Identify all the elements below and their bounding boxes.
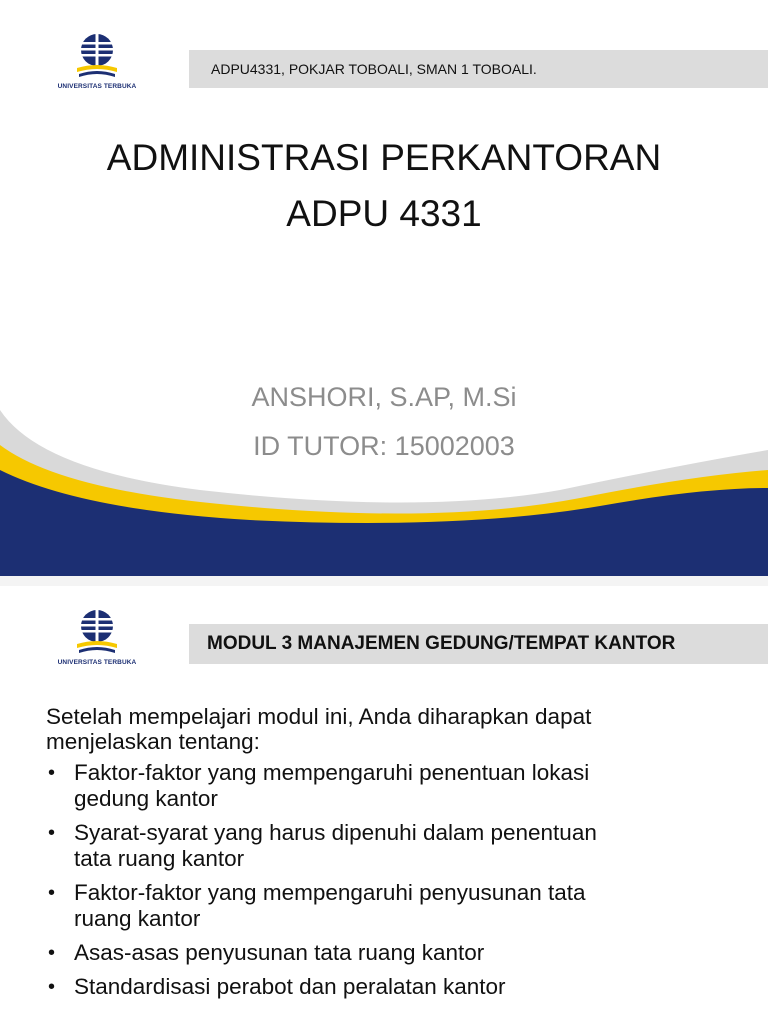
tutor-id: ID TUTOR: 15002003	[253, 431, 515, 461]
list-item-line1: Asas-asas penyusunan tata ruang kantor	[74, 940, 485, 965]
list-item-line1: Standardisasi perabot dan peralatan kantor	[74, 974, 506, 999]
bullet-dot: •	[48, 942, 56, 964]
university-logo	[52, 32, 142, 90]
intro-text	[46, 704, 736, 754]
bullet-dot: •	[48, 882, 56, 904]
header-bar	[189, 50, 768, 88]
author-name: ANSHORI, S.AP, M.Si	[251, 382, 517, 412]
logo-text: UNIVERSITAS TERBUKA	[57, 83, 137, 90]
bullet-dot: •	[48, 822, 56, 844]
intro-line2: menjelaskan tentang:	[46, 729, 260, 754]
globe-book-icon	[73, 32, 121, 82]
list-item	[46, 940, 736, 966]
intro-line1: Setelah mempelajari modul ini, Anda diharapkan dapat	[46, 704, 592, 729]
objectives-list	[46, 760, 736, 1000]
bullet-dot: •	[48, 976, 56, 998]
list-item	[46, 974, 736, 1000]
list-item-line2: gedung kantor	[74, 786, 218, 811]
slide-title-line1: ADMINISTRASI PERKANTORAN	[106, 137, 662, 178]
module-slide	[0, 586, 768, 1024]
logo-text: UNIVERSITAS TERBUKA	[57, 659, 137, 666]
list-item-line2: ruang kantor	[74, 906, 201, 931]
module-title: MODUL 3 MANAJEMEN GEDUNG/TEMPAT KANTOR	[207, 633, 676, 654]
list-item-line1: Faktor-faktor yang mempengaruhi penentuan lokasi	[74, 760, 590, 785]
university-logo	[52, 608, 142, 666]
list-item	[46, 760, 736, 812]
slide-title-line2: ADPU 4331	[286, 193, 482, 234]
list-item-line1: Faktor-faktor yang mempengaruhi penyusunan tata	[74, 880, 586, 905]
bullet-dot: •	[48, 762, 56, 784]
globe-book-icon	[73, 608, 121, 658]
decorative-waves	[0, 380, 768, 576]
list-item-line1: Syarat-syarat yang harus dipenuhi dalam penentuan	[74, 820, 597, 845]
list-item-line2: tata ruang kantor	[74, 846, 245, 871]
header-bar	[189, 624, 768, 664]
list-item	[46, 880, 736, 932]
slide-content	[46, 704, 736, 1008]
list-item	[46, 820, 736, 872]
header-text: ADPU4331, POKJAR TOBOALI, SMAN 1 TOBOALI.	[211, 61, 537, 77]
